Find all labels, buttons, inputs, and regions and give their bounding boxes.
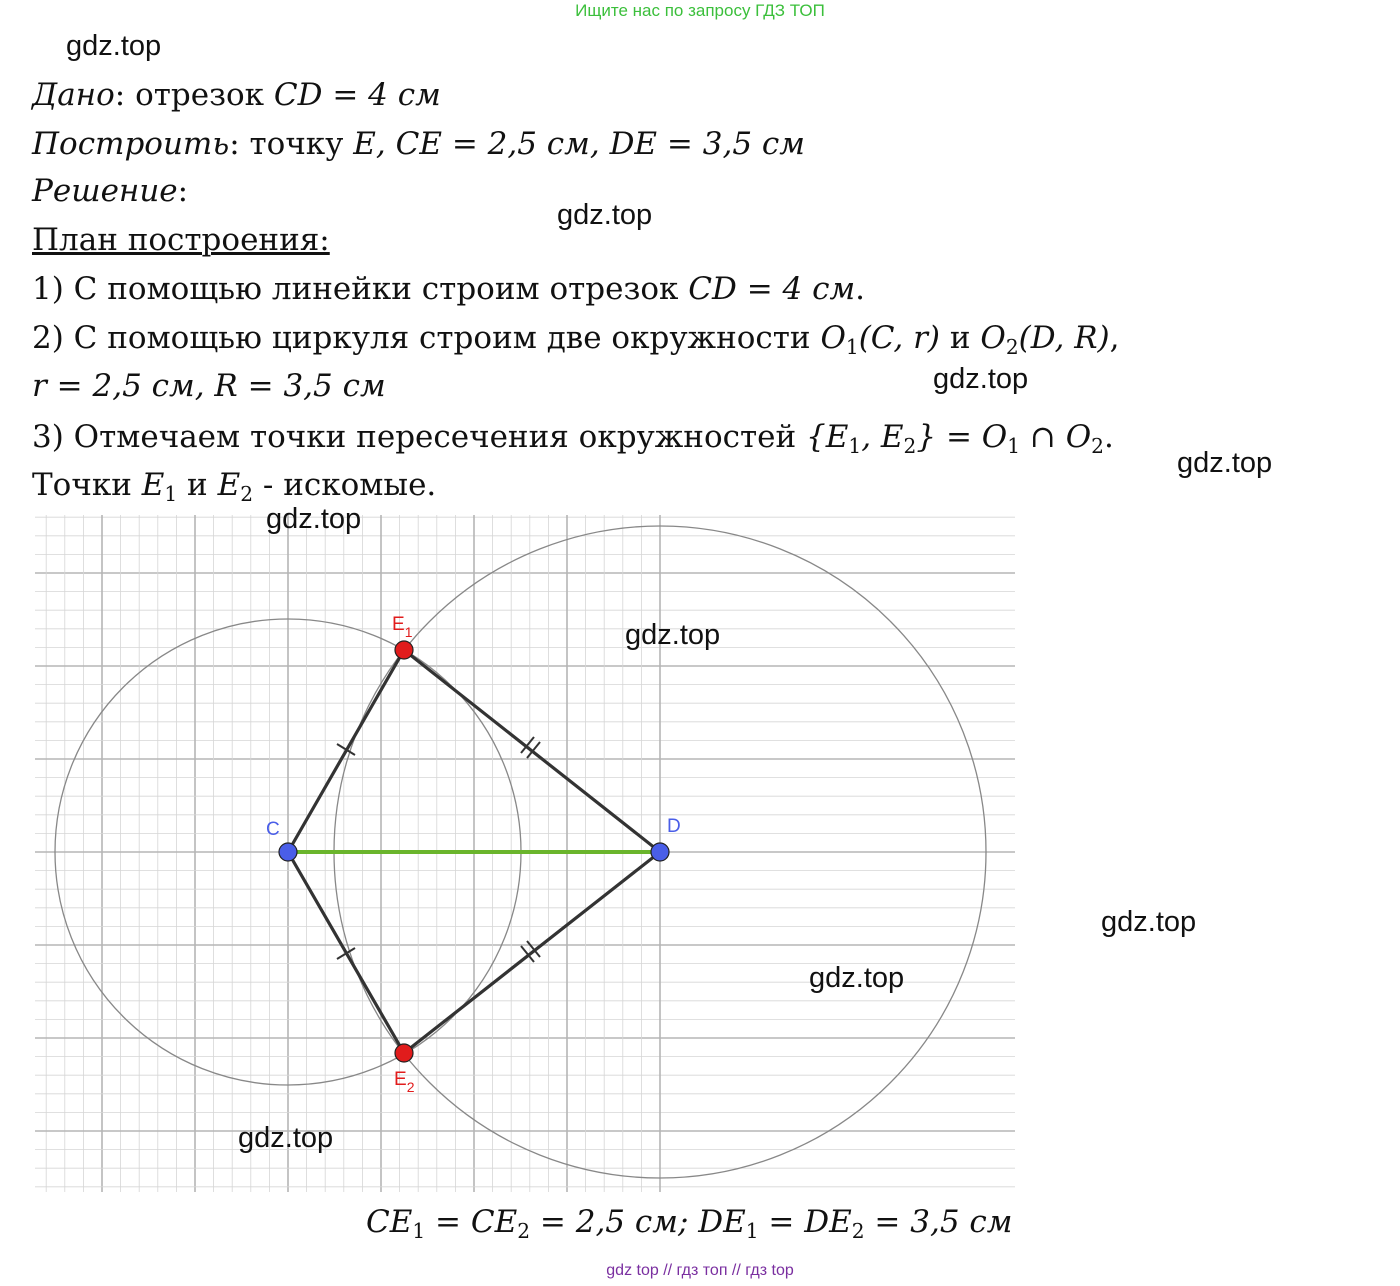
watermark: gdz.top [625,619,721,651]
construct-label: Построить [32,126,230,162]
point-e2 [395,1044,413,1062]
step2-o1: O [820,320,846,356]
result-d-sub: 2 [851,1219,865,1244]
result-a: CE [366,1204,413,1240]
step2-o1-args: (C, r) [858,320,941,356]
step2-mid: и [940,320,981,356]
step1-text: 1) С помощью линейки строим отрезок [32,271,689,307]
segment-de2 [404,852,660,1053]
step3-cap: ∩ O [1020,419,1092,455]
result-eq4: = 3,5 см [864,1204,1013,1240]
result-eq3: = DE [758,1204,852,1240]
step4-e2: E [217,467,241,503]
step4-end: - искомые. [253,467,437,503]
label-e2: $E_2$ [394,1069,415,1095]
watermark: gdz.top [1177,447,1273,479]
watermark: gdz.top [1101,906,1197,938]
step3-s1: 1 [848,434,862,459]
label-e1: $E_1$ [392,614,413,640]
given-math: CD = 4 см [273,77,441,113]
construct-text: : точку [229,126,354,162]
footer: gdz top // гдз топ // гдз top [606,1262,794,1279]
label-c: C [266,819,280,840]
step1-end: . [855,271,866,307]
step4-and: и [177,467,218,503]
segment-ce1 [288,650,404,852]
watermark: gdz.top [66,30,162,62]
given-text: : отрезок [114,77,274,113]
watermark: gdz.top [557,199,653,231]
step2b-math: r = 2,5 см, R = 3,5 см [32,368,386,404]
step3-comma: , E [861,419,904,455]
top-banner: Ищите нас по запросу ГДЗ ТОП [575,1,825,20]
step4-e2-sub: 2 [240,482,254,507]
construct-math: E, CE = 2,5 см, DE = 3,5 см [353,126,805,162]
step4-text: Точки [32,467,142,503]
watermark: gdz.top [933,363,1029,395]
label-d: D [667,816,681,837]
solution-label: Решение [32,173,178,209]
result-line [366,1203,1012,1250]
step1-math: CD = 4 см [688,271,856,307]
step3-end: . [1103,419,1114,455]
step3-set-open: {E [806,419,849,455]
point-e1 [395,641,413,659]
watermark: gdz.top [238,1122,334,1154]
step3-set-close: } = O [916,419,1008,455]
step2-text: 2) С помощью циркуля строим две окружности [32,320,821,356]
step3-s3: 1 [1007,434,1021,459]
step3-s4: 2 [1091,434,1104,459]
step2-o2: O [980,320,1006,356]
given-label: Дано [32,77,115,113]
step2-o1-sub: 1 [845,335,859,360]
solution-text: : [177,173,189,209]
result-b-sub: 2 [517,1219,531,1244]
result-eq2: = 2,5 см; DE [530,1204,746,1240]
equality-ticks [337,737,540,962]
step3-text: 3) Отмечаем точки пересечения окружностей [32,419,807,455]
result-c-sub: 1 [745,1219,759,1244]
point-c [279,843,297,861]
point-d [651,843,669,861]
result-eq1: = CE [425,1204,518,1240]
plan-title: План построения: [32,222,330,258]
step2-o2-args: (D, R) [1018,320,1110,356]
result-a-sub: 1 [412,1219,426,1244]
watermark: gdz.top [266,503,362,535]
step2-o2-sub: 2 [1005,335,1019,360]
step2-end: , [1109,320,1120,356]
step4-e1-sub: 1 [164,482,178,507]
step4-e1: E [141,467,165,503]
step3-s2: 2 [903,434,917,459]
watermark: gdz.top [809,962,905,994]
